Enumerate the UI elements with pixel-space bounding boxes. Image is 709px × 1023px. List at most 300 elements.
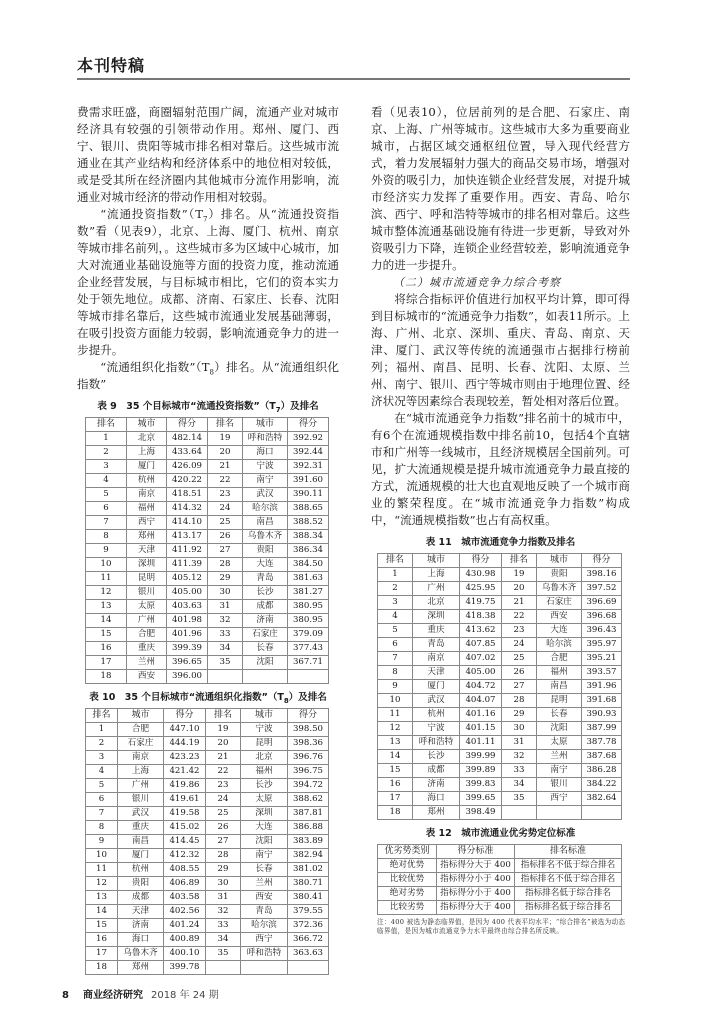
table-cell: 长沙 xyxy=(413,750,460,764)
table-cell: 27 xyxy=(208,544,243,558)
table-cell: 广州 xyxy=(118,779,164,793)
table-cell: 421.42 xyxy=(164,765,206,779)
table-cell: 6 xyxy=(86,502,127,516)
table-cell: 深圳 xyxy=(241,807,288,821)
table-cell: 406.89 xyxy=(164,877,206,891)
table-cell: 北京 xyxy=(127,432,167,446)
table-cell xyxy=(582,806,622,820)
table-cell: 广州 xyxy=(127,614,167,628)
table-cell: 石家庄 xyxy=(243,628,288,642)
journal-name: 商业经济研究 xyxy=(82,990,143,1001)
table-row xyxy=(86,586,329,600)
table-cell: 418.38 xyxy=(460,610,502,624)
table12-caption: 表 12 城市流通业优劣势定位标准 xyxy=(425,828,576,839)
table-cell: 392.44 xyxy=(288,446,329,460)
table-cell: 401.98 xyxy=(167,614,208,628)
table-cell: 长沙 xyxy=(243,586,288,600)
table-row xyxy=(86,793,329,807)
table-cell: 南昌 xyxy=(243,516,288,530)
table-cell: 20 xyxy=(502,582,537,596)
table-cell: 412.32 xyxy=(164,849,206,863)
table-row xyxy=(378,610,622,624)
table-cell: 402.56 xyxy=(164,905,206,919)
table-cell: 石家庄 xyxy=(537,596,582,610)
table-cell: 386.28 xyxy=(582,764,622,778)
table-cell: 兰州 xyxy=(127,656,167,670)
paragraph: 将综合指标评价值进行加权平均计算，即可得到目标城市的“流通竞争力指数”，如表11所示。上海、广州、北京、深圳、重庆、青岛、南京、天津、厦门、武汉等传统的流通强市占据排行榜前列；福州、南昌、昆明、长春、沈阳、太原、兰州、南宁、银川、西宁等城市则由于地理位置、经济状况等因素综合表现较差，暂处相对落后位置。 xyxy=(371,292,630,408)
table-cell: 15 xyxy=(378,764,413,778)
table-cell: 海口 xyxy=(118,933,164,947)
table-row xyxy=(86,572,329,586)
table-cell: 大连 xyxy=(243,558,288,572)
table-row xyxy=(86,474,329,488)
table-cell: 绝对优势 xyxy=(378,859,437,873)
table-cell: 8 xyxy=(86,530,127,544)
table-cell: 28 xyxy=(208,558,243,572)
column-header: 城市 xyxy=(537,554,582,568)
table-cell xyxy=(537,806,582,820)
table-cell: 指标得分小于 400 xyxy=(437,873,515,887)
table-cell: 28 xyxy=(502,694,537,708)
table-row xyxy=(378,666,622,680)
table-cell: 南宁 xyxy=(537,764,582,778)
table-cell: 9 xyxy=(378,680,413,694)
table-cell: 厦门 xyxy=(118,849,164,863)
table-cell: 重庆 xyxy=(127,642,167,656)
table-cell: 399.39 xyxy=(167,642,208,656)
table-cell: 381.02 xyxy=(288,863,329,877)
table-cell: 387.78 xyxy=(582,736,622,750)
table-cell: 391.68 xyxy=(582,694,622,708)
table-cell: 南昌 xyxy=(537,680,582,694)
table-cell: 杭州 xyxy=(413,708,460,722)
table-cell xyxy=(206,961,241,975)
table-cell: 武汉 xyxy=(243,488,288,502)
column-header: 排名 xyxy=(502,554,537,568)
table-cell: 5 xyxy=(86,779,118,793)
table-cell: 407.85 xyxy=(460,638,502,652)
table-cell: 391.60 xyxy=(288,474,329,488)
table-cell: 海口 xyxy=(413,792,460,806)
table-cell: 404.07 xyxy=(460,694,502,708)
table-cell: 383.89 xyxy=(288,835,329,849)
subscript: 7 xyxy=(203,215,208,224)
table-row xyxy=(86,905,329,919)
column-header: 得分 xyxy=(167,418,208,432)
table-cell: 399.89 xyxy=(460,764,502,778)
table11-caption: 表 11 城市流通竞争力指数及排名 xyxy=(425,537,576,548)
table-row xyxy=(86,723,329,737)
column-header: 城市 xyxy=(118,709,164,723)
table-cell: 武汉 xyxy=(413,694,460,708)
table-cell: 2 xyxy=(378,582,413,596)
paragraph: 看（见表10），位居前列的是合肥、石家庄、南京、上海、广州等城市。这些城市大多为重要商业城市，占据区域交通枢纽位置，导入现代经营方式，着力发展辐射力强大的商品交易市场，增强对外资的吸引力，加快连锁企业经营发展，对提升城市经济实力发挥了重要作用。西安、青岛、哈尔滨、西宁、呼和浩特等城市的排名相对靠后。这些城市整体流通基础设施有待进一步更新，导致对外资吸引力下降，连锁企业经营较差，影响流通竞争力的进一步提升。 xyxy=(371,105,630,272)
table-cell: 400.10 xyxy=(164,947,206,961)
table-row xyxy=(86,544,329,558)
table-cell: 宁波 xyxy=(241,723,288,737)
table-cell: 414.32 xyxy=(167,502,208,516)
table-cell: 393.57 xyxy=(582,666,622,680)
table-cell: 长春 xyxy=(241,863,288,877)
table-cell: 399.83 xyxy=(460,778,502,792)
table-cell: 22 xyxy=(206,765,241,779)
caption-text: 表 9 35 个目标城市“流通投资指数”（T xyxy=(97,401,276,412)
table-cell: 379.55 xyxy=(288,905,329,919)
table-cell: 杭州 xyxy=(118,863,164,877)
table-cell: 419.75 xyxy=(460,596,502,610)
table-cell: 上海 xyxy=(413,568,460,582)
table-cell: 兰州 xyxy=(537,750,582,764)
table-cell: 太原 xyxy=(537,736,582,750)
table-row xyxy=(378,736,622,750)
table-cell: 济南 xyxy=(243,614,288,628)
table-cell: 384.50 xyxy=(288,558,329,572)
table-cell: 380.71 xyxy=(288,877,329,891)
table-row xyxy=(86,600,329,614)
table-cell: 6 xyxy=(86,793,118,807)
table-cell: 24 xyxy=(208,502,243,516)
table-cell: 16 xyxy=(378,778,413,792)
table-row xyxy=(86,807,329,821)
table-cell: 沈阳 xyxy=(241,835,288,849)
table-cell: 27 xyxy=(206,835,241,849)
table-cell: 太原 xyxy=(241,793,288,807)
table-cell: 11 xyxy=(86,572,127,586)
table-cell: 南京 xyxy=(127,488,167,502)
table-cell xyxy=(241,961,288,975)
table-cell: 郑州 xyxy=(413,806,460,820)
table-cell: 30 xyxy=(208,586,243,600)
table-cell: 381.63 xyxy=(288,572,329,586)
table-cell: 34 xyxy=(206,933,241,947)
table-cell: 35 xyxy=(502,792,537,806)
paragraph xyxy=(77,359,339,393)
table-cell: 388.52 xyxy=(288,516,329,530)
table-cell: 青岛 xyxy=(413,638,460,652)
table-cell: 昆明 xyxy=(127,572,167,586)
table-cell: 363.63 xyxy=(288,947,329,961)
table-cell: 南宁 xyxy=(243,474,288,488)
table-cell: 414.45 xyxy=(164,835,206,849)
table-cell: 386.34 xyxy=(288,544,329,558)
table-cell: 32 xyxy=(206,905,241,919)
table-cell: 418.51 xyxy=(167,488,208,502)
table-row xyxy=(378,624,622,638)
table-row xyxy=(86,737,329,751)
table-cell: 4 xyxy=(86,765,118,779)
table-cell: 399.65 xyxy=(460,792,502,806)
table-cell: 425.95 xyxy=(460,582,502,596)
table-cell xyxy=(288,670,329,684)
table-cell: 403.58 xyxy=(164,891,206,905)
table-cell xyxy=(288,961,329,975)
table-cell: 411.39 xyxy=(167,558,208,572)
table-cell: 384.22 xyxy=(582,778,622,792)
table-cell: 沈阳 xyxy=(243,656,288,670)
table-cell: 388.65 xyxy=(288,502,329,516)
table-cell: 18 xyxy=(86,961,118,975)
table-row xyxy=(86,821,329,835)
table-cell: 35 xyxy=(208,656,243,670)
right-column xyxy=(371,104,630,936)
table-cell: 深圳 xyxy=(413,610,460,624)
table-cell: 25 xyxy=(502,652,537,666)
table-row xyxy=(378,806,622,820)
table-cell xyxy=(208,670,243,684)
table-cell: 天津 xyxy=(413,666,460,680)
table-row xyxy=(86,835,329,849)
table-header-row xyxy=(378,554,622,568)
table-header-row xyxy=(378,845,622,859)
table-cell: 指标排名低于综合排名 xyxy=(515,887,622,901)
table-cell: 382.94 xyxy=(288,849,329,863)
table-cell: 405.12 xyxy=(167,572,208,586)
table-cell: 388.62 xyxy=(288,793,329,807)
table-cell: 26 xyxy=(206,821,241,835)
table-cell: 33 xyxy=(208,628,243,642)
table-cell: 16 xyxy=(86,933,118,947)
table-cell: 396.69 xyxy=(582,596,622,610)
table-cell: 24 xyxy=(206,793,241,807)
column-header: 得分 xyxy=(164,709,206,723)
table-cell: 天津 xyxy=(118,905,164,919)
table-cell: 25 xyxy=(206,807,241,821)
table-cell: 福州 xyxy=(537,666,582,680)
table-cell: 394.72 xyxy=(288,779,329,793)
table-cell: 414.10 xyxy=(167,516,208,530)
table-row xyxy=(86,502,329,516)
table-row xyxy=(378,582,622,596)
table-cell: 西安 xyxy=(127,670,167,684)
table-cell: 天津 xyxy=(127,544,167,558)
table-row xyxy=(378,778,622,792)
table-cell: 13 xyxy=(378,736,413,750)
table-cell: 1 xyxy=(86,432,127,446)
table-cell: 29 xyxy=(208,572,243,586)
header-rule xyxy=(77,78,630,80)
table-cell: 398.16 xyxy=(582,568,622,582)
table-row xyxy=(86,656,329,670)
table-cell: 398.36 xyxy=(288,737,329,751)
table-cell: 青岛 xyxy=(241,905,288,919)
table-cell: 12 xyxy=(86,586,127,600)
column-header: 得分 xyxy=(288,709,329,723)
table-cell: 18 xyxy=(378,806,413,820)
table-row xyxy=(86,628,329,642)
table-row xyxy=(86,558,329,572)
table-cell: 8 xyxy=(86,821,118,835)
table-cell: 南京 xyxy=(118,751,164,765)
table9 xyxy=(85,417,329,684)
table-cell: 12 xyxy=(86,877,118,891)
column-header: 得分标准 xyxy=(437,845,515,859)
table-cell: 指标得分大于 400 xyxy=(437,859,515,873)
table-cell: 401.11 xyxy=(460,736,502,750)
table-cell: 19 xyxy=(208,432,243,446)
table-cell: 乌鲁木齐 xyxy=(243,530,288,544)
table-cell: 兰州 xyxy=(241,877,288,891)
table-cell: 387.81 xyxy=(288,807,329,821)
table-cell: 昆明 xyxy=(241,737,288,751)
paragraph-text: ）排名。从“流通组织化指数” xyxy=(77,360,339,391)
table-cell: 27 xyxy=(502,680,537,694)
table-cell: 济南 xyxy=(118,919,164,933)
table-row xyxy=(378,764,622,778)
table-cell: 380.41 xyxy=(288,891,329,905)
table-row xyxy=(86,933,329,947)
table-cell: 大连 xyxy=(241,821,288,835)
table-cell: 3 xyxy=(378,596,413,610)
table-cell: 指标排名不低于综合排名 xyxy=(515,859,622,873)
table-cell: 419.61 xyxy=(164,793,206,807)
table12 xyxy=(377,844,622,915)
table-cell: 387.68 xyxy=(582,750,622,764)
table-cell: 390.93 xyxy=(582,708,622,722)
table-cell: 423.23 xyxy=(164,751,206,765)
table-cell: 29 xyxy=(206,863,241,877)
table12-note: 注：400 被选为静态临界值，是因为 400 代表平均水平；“综合排名”被选为动态临界值，是因为城市流通竞争力水平最终由综合排名所反映。 xyxy=(377,918,626,935)
table-cell: 2 xyxy=(86,737,118,751)
table-cell: 31 xyxy=(208,600,243,614)
column-header: 得分 xyxy=(288,418,329,432)
table-cell: 厦门 xyxy=(127,460,167,474)
subscript: 8 xyxy=(283,696,289,705)
table-row xyxy=(86,614,329,628)
column-header: 城市 xyxy=(241,709,288,723)
table-row xyxy=(86,488,329,502)
table-cell: 银川 xyxy=(118,793,164,807)
table-row xyxy=(86,863,329,877)
table-cell: 433.64 xyxy=(167,446,208,460)
table-cell: 3 xyxy=(86,460,127,474)
table-cell: 366.72 xyxy=(288,933,329,947)
table-cell: 济南 xyxy=(413,778,460,792)
table-cell: 指标排名不低于综合排名 xyxy=(515,873,622,887)
paragraph: 在“城市流通竞争力指数”排名前十的城市中，有6个在流通规模指数中排名前10，包括4个直辖市和广州等一线城市，且经济规模居全国前列。可见，扩大流通规模是提升城市流通竞争力最直接的方式，流通规模的壮大也直观地反映了一个城市商业的繁荣程度。在“城市流通竞争力指数”构成中，“流通规模指数”也占有高权重。 xyxy=(371,411,630,527)
table-cell: 广州 xyxy=(413,582,460,596)
table-cell: 388.34 xyxy=(288,530,329,544)
table-cell: 1 xyxy=(378,568,413,582)
table-cell: 1 xyxy=(86,723,118,737)
table-cell: 杭州 xyxy=(127,474,167,488)
table-cell: 21 xyxy=(208,460,243,474)
table-cell: 武汉 xyxy=(118,807,164,821)
table-cell: 指标排名低于综合排名 xyxy=(515,901,622,915)
table-cell: 郑州 xyxy=(127,530,167,544)
table-cell: 上海 xyxy=(127,446,167,460)
column-header: 城市 xyxy=(413,554,460,568)
table10 xyxy=(85,708,329,975)
table-cell: 411.92 xyxy=(167,544,208,558)
table-cell: 西宁 xyxy=(241,933,288,947)
table-cell: 25 xyxy=(208,516,243,530)
table-cell: 381.27 xyxy=(288,586,329,600)
table-row xyxy=(86,460,329,474)
section-title: 本刊特稿 xyxy=(77,56,146,75)
table-cell: 392.92 xyxy=(288,432,329,446)
table-cell: 银川 xyxy=(127,586,167,600)
caption-text: ）及排名 xyxy=(288,692,327,703)
table-cell: 401.16 xyxy=(460,708,502,722)
table-row xyxy=(378,694,622,708)
paragraph-text: “流通投资指数”（T xyxy=(100,207,204,221)
table-cell: 15 xyxy=(86,628,127,642)
table-row xyxy=(86,765,329,779)
table-cell: 18 xyxy=(86,670,127,684)
table-cell: 396.76 xyxy=(288,751,329,765)
subscript: 8 xyxy=(209,368,215,377)
table-cell: 387.99 xyxy=(582,722,622,736)
table10-caption xyxy=(77,692,339,704)
table-cell: 31 xyxy=(502,736,537,750)
table-cell: 413.62 xyxy=(460,624,502,638)
table-cell: 成都 xyxy=(118,891,164,905)
table-row xyxy=(378,859,622,873)
table-cell: 399.78 xyxy=(164,961,206,975)
caption-text: ）及排名 xyxy=(280,401,319,412)
table-cell: 35 xyxy=(206,947,241,961)
table-row xyxy=(378,568,622,582)
table-cell: 重庆 xyxy=(413,624,460,638)
table-cell: 西宁 xyxy=(537,792,582,806)
table-cell: 382.64 xyxy=(582,792,622,806)
paragraph-text: ）排名。从“流通投资指数”看（见表9），北京、上海、厦门、杭州、南京等城市排名前列，。这些城市多为区域中心城市，加大对流通业基础设施等方面的投资力度，推动流通企业经营发展，与目标城市相比，它们的资本实力处于领先地位。成都、济南、石家庄、长春、沈阳等城市排名靠后，这些城市流通业发展基础薄弱，在吸引投资方面能力较弱，影响流通竞争力的进一步提升。 xyxy=(77,207,339,357)
table-cell: 厦门 xyxy=(413,680,460,694)
table-cell: 367.71 xyxy=(288,656,329,670)
table-cell: 30 xyxy=(206,877,241,891)
table-row xyxy=(86,779,329,793)
table-cell: 426.09 xyxy=(167,460,208,474)
table-cell: 408.55 xyxy=(164,863,206,877)
table-row xyxy=(86,919,329,933)
table11 xyxy=(377,553,622,820)
table-cell: 404.72 xyxy=(460,680,502,694)
left-column xyxy=(77,104,339,975)
table-row xyxy=(378,638,622,652)
table-cell: 398.50 xyxy=(288,723,329,737)
table-cell: 南宁 xyxy=(241,849,288,863)
table-cell: 哈尔滨 xyxy=(241,919,288,933)
table-row xyxy=(86,961,329,975)
table-cell: 34 xyxy=(208,642,243,656)
table-cell: 30 xyxy=(502,722,537,736)
column-header: 城市 xyxy=(243,418,288,432)
table-cell: 15 xyxy=(86,919,118,933)
table-cell: 396.00 xyxy=(167,670,208,684)
page-footer xyxy=(62,989,630,1003)
table-cell: 成都 xyxy=(413,764,460,778)
table-cell: 西安 xyxy=(241,891,288,905)
table-cell: 379.09 xyxy=(288,628,329,642)
table-row xyxy=(86,849,329,863)
column-header: 得分 xyxy=(460,554,502,568)
table-cell: 392.31 xyxy=(288,460,329,474)
table-cell xyxy=(502,806,537,820)
table-header-row xyxy=(86,418,329,432)
table-cell: 哈尔滨 xyxy=(537,638,582,652)
table-cell: 395.21 xyxy=(582,652,622,666)
table-cell: 福州 xyxy=(241,765,288,779)
table-cell: 16 xyxy=(86,642,127,656)
table-cell: 8 xyxy=(378,666,413,680)
table-header-row xyxy=(86,709,329,723)
table-cell: 399.99 xyxy=(460,750,502,764)
column-header: 优劣势类别 xyxy=(378,845,437,859)
table-cell: 401.15 xyxy=(460,722,502,736)
table-cell: 401.96 xyxy=(167,628,208,642)
table-cell: 17 xyxy=(86,947,118,961)
table-cell: 405.00 xyxy=(460,666,502,680)
